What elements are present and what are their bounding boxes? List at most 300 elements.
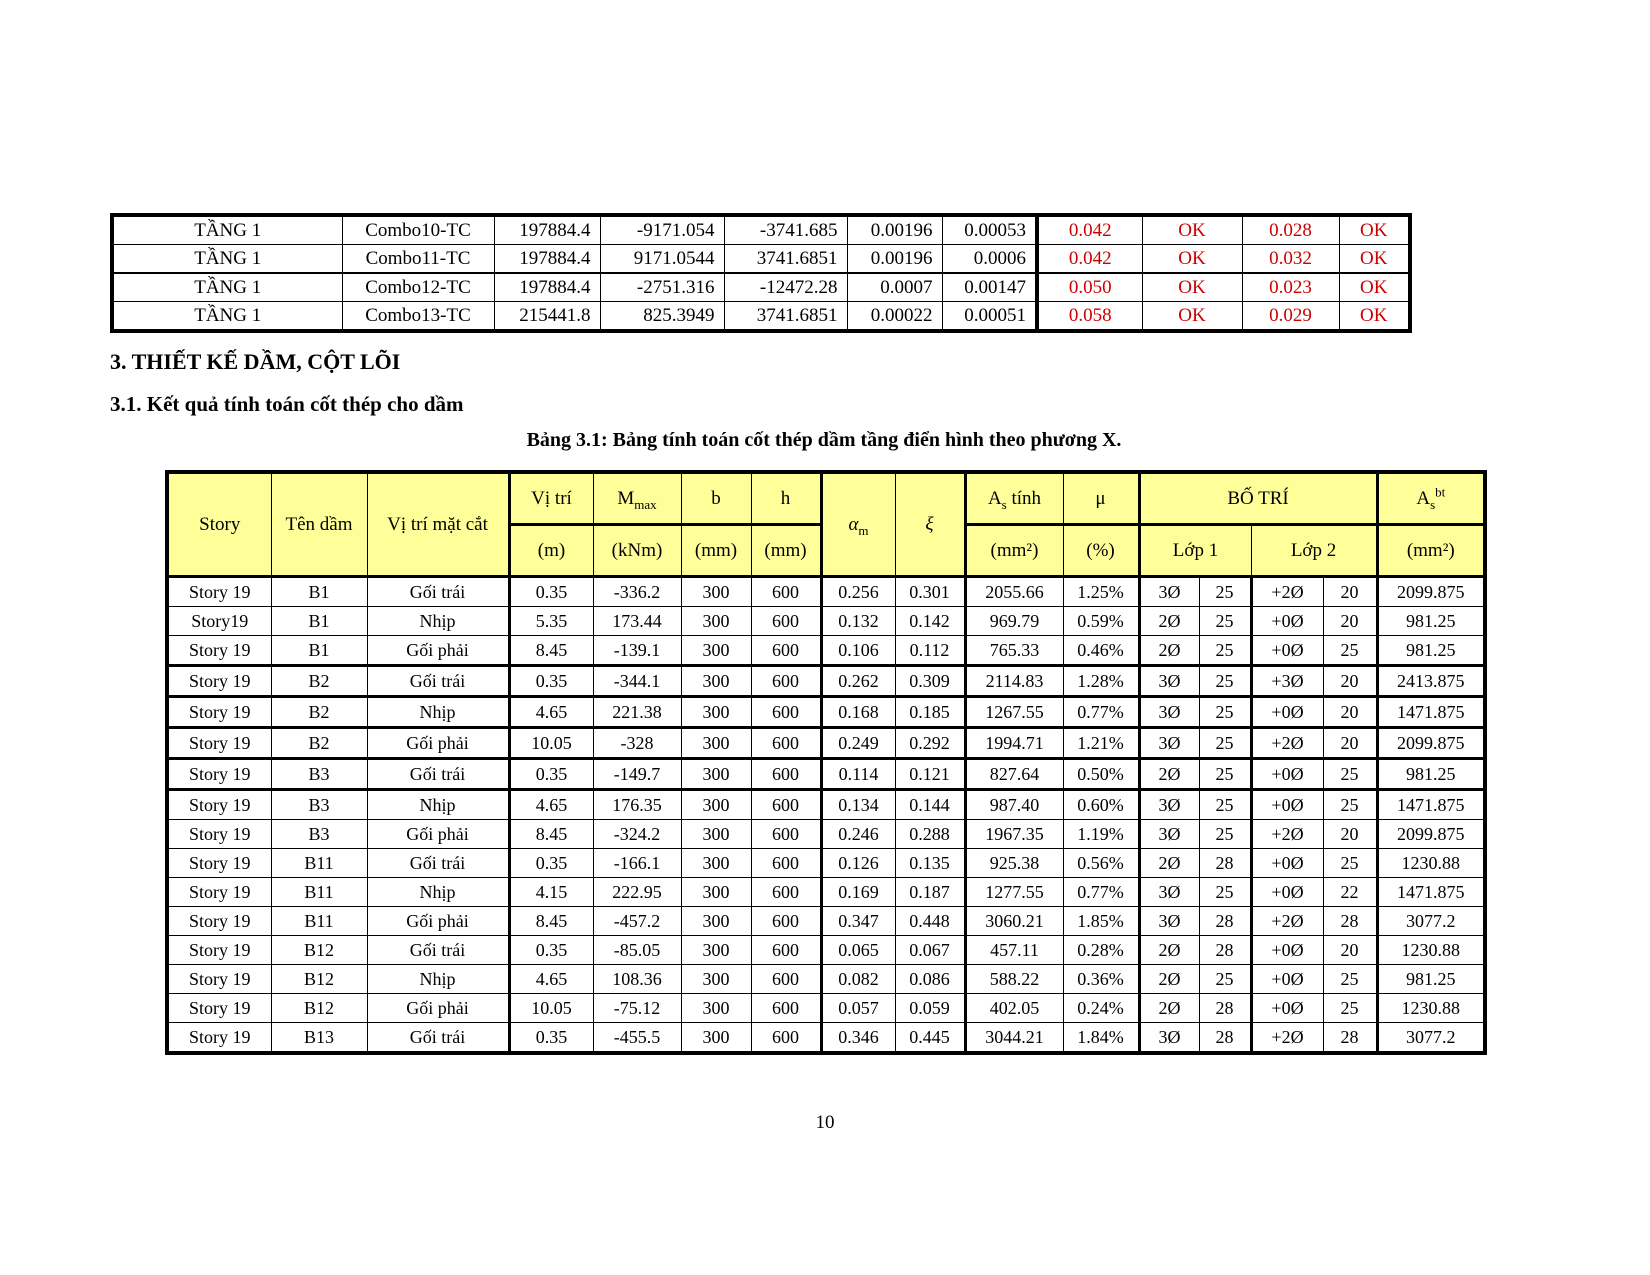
table-cell: 600	[751, 666, 821, 697]
table-caption: Bảng 3.1: Bảng tính toán cốt thép dầm tầng điển hình theo phương X.	[526, 429, 1122, 451]
table-cell: 25	[1199, 728, 1251, 759]
table-cell: B11	[271, 878, 367, 907]
table-cell: OK	[1339, 245, 1410, 274]
table-cell: B12	[271, 965, 367, 994]
table-cell: +0Ø	[1251, 790, 1323, 820]
table-cell: +0Ø	[1251, 697, 1323, 728]
table-cell: 0.023	[1242, 273, 1339, 302]
table-cell: 300	[681, 1023, 751, 1054]
table-cell: 2Ø	[1139, 965, 1199, 994]
table-cell: 3Ø	[1139, 820, 1199, 849]
table-cell: 0.288	[895, 820, 965, 849]
table-cell: 0.256	[821, 577, 895, 607]
table-cell: 25	[1199, 759, 1251, 790]
table-row	[112, 215, 1410, 245]
table-cell: 600	[751, 728, 821, 759]
table-cell: 0.144	[895, 790, 965, 820]
table-cell: -75.12	[593, 994, 681, 1023]
col-header-lop1: Lớp 1	[1139, 525, 1251, 577]
table-cell: 215441.8	[494, 302, 600, 332]
table-cell: 825.3949	[600, 302, 724, 332]
table-cell: 0.00196	[847, 215, 942, 245]
table-row	[112, 273, 1410, 302]
table-cell: Gối trái	[367, 666, 509, 697]
table-cell: B2	[271, 697, 367, 728]
table-cell: B3	[271, 790, 367, 820]
table-row	[167, 994, 1485, 1023]
table-cell: 25	[1323, 994, 1377, 1023]
table-cell: TẦNG 1	[112, 302, 342, 332]
col-header-asbt	[1377, 472, 1485, 525]
table-cell: -457.2	[593, 907, 681, 936]
asbt-symbol: A	[1416, 487, 1431, 509]
table-row	[167, 1023, 1485, 1054]
table-cell: 25	[1199, 790, 1251, 820]
table-row	[167, 965, 1485, 994]
table-row	[112, 302, 1410, 332]
col-header-botri: BỐ TRÍ	[1139, 472, 1377, 525]
table-cell: Gối phải	[367, 820, 509, 849]
table-cell: 300	[681, 878, 751, 907]
table-cell: 3060.21	[965, 907, 1063, 936]
asbt-subscript: s	[1430, 496, 1436, 512]
table-cell: 197884.4	[494, 273, 600, 302]
table-cell: 1994.71	[965, 728, 1063, 759]
table-cell: 28	[1323, 907, 1377, 936]
table-cell: 0.135	[895, 849, 965, 878]
table-cell: 1471.875	[1377, 790, 1485, 820]
table-cell: 827.64	[965, 759, 1063, 790]
table-cell: 0.082	[821, 965, 895, 994]
table-row	[167, 759, 1485, 790]
table-cell: 20	[1323, 697, 1377, 728]
table-cell: 1967.35	[965, 820, 1063, 849]
table-cell: B1	[271, 577, 367, 607]
table-cell: 20	[1323, 936, 1377, 965]
table-cell: TẦNG 1	[112, 245, 342, 274]
table-cell: 0.050	[1037, 273, 1142, 302]
table-row	[167, 849, 1485, 878]
table-cell: 3Ø	[1139, 697, 1199, 728]
table-cell: 1267.55	[965, 697, 1063, 728]
table-cell: B3	[271, 759, 367, 790]
table-cell: 0.058	[1037, 302, 1142, 332]
table-cell: 600	[751, 636, 821, 666]
as-subscript: s	[1001, 496, 1007, 512]
table-cell: -12472.28	[724, 273, 847, 302]
col-unit-vitri: (m)	[509, 525, 593, 577]
col-unit-h: (mm)	[751, 525, 821, 577]
table-cell: B2	[271, 728, 367, 759]
table-cell: Nhịp	[367, 878, 509, 907]
table-cell: 0.448	[895, 907, 965, 936]
table-cell: 0.168	[821, 697, 895, 728]
table-cell: Gối trái	[367, 936, 509, 965]
table-cell: Story 19	[167, 790, 271, 820]
table-cell: 25	[1323, 790, 1377, 820]
table-cell: +3Ø	[1251, 666, 1323, 697]
table-cell: 176.35	[593, 790, 681, 820]
col-header-story: Story	[167, 472, 271, 577]
table-cell: 0.065	[821, 936, 895, 965]
table-cell: 0.35	[509, 577, 593, 607]
table-cell: Story19	[167, 607, 271, 636]
table-cell: Story 19	[167, 994, 271, 1023]
table-cell: 0.059	[895, 994, 965, 1023]
table-cell: 1.28%	[1063, 666, 1139, 697]
table-cell: 0.60%	[1063, 790, 1139, 820]
table-cell: 300	[681, 607, 751, 636]
table-cell: 25	[1323, 636, 1377, 666]
table-cell: +0Ø	[1251, 936, 1323, 965]
col-header-alpha-m	[821, 472, 895, 577]
table-cell: 0.042	[1037, 245, 1142, 274]
table-cell: 300	[681, 577, 751, 607]
table-cell: 28	[1199, 907, 1251, 936]
table-cell: 4.15	[509, 878, 593, 907]
col-header-h: h	[751, 472, 821, 525]
table-cell: 3Ø	[1139, 728, 1199, 759]
table-cell: 8.45	[509, 820, 593, 849]
table-cell: -336.2	[593, 577, 681, 607]
col-unit-b: (mm)	[681, 525, 751, 577]
table-cell: 4.65	[509, 965, 593, 994]
table-cell: 600	[751, 607, 821, 636]
table-cell: 8.45	[509, 636, 593, 666]
table-cell: +0Ø	[1251, 878, 1323, 907]
table-cell: Story 19	[167, 820, 271, 849]
table-cell: 0.057	[821, 994, 895, 1023]
table-cell: Story 19	[167, 965, 271, 994]
mmax-subscript: max	[634, 496, 657, 512]
table-cell: 2055.66	[965, 577, 1063, 607]
table-cell: 173.44	[593, 607, 681, 636]
table-cell: 300	[681, 936, 751, 965]
col-header-mmax	[593, 472, 681, 525]
table-cell: 8.45	[509, 907, 593, 936]
table-cell: -344.1	[593, 666, 681, 697]
table-cell: Gối trái	[367, 759, 509, 790]
table-cell: 0.35	[509, 759, 593, 790]
table-cell: 300	[681, 728, 751, 759]
table-cell: 25	[1323, 759, 1377, 790]
table-cell: 2Ø	[1139, 936, 1199, 965]
table-row	[167, 636, 1485, 666]
table-cell: 0.246	[821, 820, 895, 849]
table-cell: 2Ø	[1139, 636, 1199, 666]
table-cell: OK	[1339, 302, 1410, 332]
table-cell: Nhịp	[367, 607, 509, 636]
table-cell: 25	[1199, 636, 1251, 666]
table-row	[167, 907, 1485, 936]
table-cell: 3741.6851	[724, 302, 847, 332]
table-cell: 2Ø	[1139, 994, 1199, 1023]
col-unit-as-tinh: (mm²)	[965, 525, 1063, 577]
alpha-subscript: m	[858, 522, 869, 538]
table-cell: 0.112	[895, 636, 965, 666]
table-cell: -9171.054	[600, 215, 724, 245]
table-cell: Gối phải	[367, 907, 509, 936]
table-cell: 588.22	[965, 965, 1063, 994]
table-cell: 5.35	[509, 607, 593, 636]
table-cell: TẦNG 1	[112, 273, 342, 302]
table-row	[167, 666, 1485, 697]
table-cell: Story 19	[167, 907, 271, 936]
table-cell: 0.46%	[1063, 636, 1139, 666]
table-cell: Gối phải	[367, 994, 509, 1023]
table-cell: 0.142	[895, 607, 965, 636]
table-cell: 0.067	[895, 936, 965, 965]
table-cell: 1.85%	[1063, 907, 1139, 936]
table-cell: 300	[681, 759, 751, 790]
table-cell: Story 19	[167, 878, 271, 907]
table-cell: 3Ø	[1139, 1023, 1199, 1054]
combo-check-table	[110, 213, 1412, 333]
table-cell: -328	[593, 728, 681, 759]
table-cell: OK	[1339, 273, 1410, 302]
table-cell: 300	[681, 994, 751, 1023]
table-cell: 0.347	[821, 907, 895, 936]
table-cell: 1230.88	[1377, 849, 1485, 878]
table-cell: 25	[1199, 820, 1251, 849]
table-cell: 25	[1199, 697, 1251, 728]
table-cell: Story 19	[167, 636, 271, 666]
table-cell: 981.25	[1377, 759, 1485, 790]
table-cell: 0.185	[895, 697, 965, 728]
table-cell: Nhịp	[367, 790, 509, 820]
table-cell: 20	[1323, 728, 1377, 759]
table-row	[167, 728, 1485, 759]
table-cell: 3044.21	[965, 1023, 1063, 1054]
table-cell: 0.0006	[942, 245, 1037, 274]
table-cell: 28	[1199, 994, 1251, 1023]
table-cell: 600	[751, 878, 821, 907]
col-unit-mu: (%)	[1063, 525, 1139, 577]
table-cell: 20	[1323, 666, 1377, 697]
table-cell: 0.35	[509, 849, 593, 878]
table-cell: 0.126	[821, 849, 895, 878]
table-cell: +0Ø	[1251, 965, 1323, 994]
table-cell: 1471.875	[1377, 878, 1485, 907]
table-cell: 300	[681, 907, 751, 936]
table-cell: 2099.875	[1377, 577, 1485, 607]
table-cell: 3Ø	[1139, 878, 1199, 907]
table-cell: +2Ø	[1251, 577, 1323, 607]
table-cell: 20	[1323, 820, 1377, 849]
table-cell: 25	[1199, 577, 1251, 607]
table-cell: B2	[271, 666, 367, 697]
table-cell: Story 19	[167, 936, 271, 965]
table-row	[167, 820, 1485, 849]
table-cell: 600	[751, 790, 821, 820]
col-unit-asbt: (mm²)	[1377, 525, 1485, 577]
table-cell: 300	[681, 666, 751, 697]
col-header-as-tinh	[965, 472, 1063, 525]
table-cell: 0.134	[821, 790, 895, 820]
table-cell: 197884.4	[494, 215, 600, 245]
table-cell: 0.132	[821, 607, 895, 636]
table-cell: 10.05	[509, 994, 593, 1023]
table-cell: Gối phải	[367, 728, 509, 759]
table-cell: 0.301	[895, 577, 965, 607]
table-cell: 1230.88	[1377, 994, 1485, 1023]
col-header-section: Vị trí mặt cắt	[367, 472, 509, 577]
table-cell: B3	[271, 820, 367, 849]
subsection-heading: 3.1. Kết quả tính toán cốt thép cho dầm	[110, 392, 464, 416]
table-cell: +0Ø	[1251, 849, 1323, 878]
table-cell: 600	[751, 759, 821, 790]
table-cell: +0Ø	[1251, 607, 1323, 636]
table-cell: 0.029	[1242, 302, 1339, 332]
table-cell: 600	[751, 907, 821, 936]
col-header-beam: Tên dầm	[271, 472, 367, 577]
table-cell: 402.05	[965, 994, 1063, 1023]
table-cell: B1	[271, 636, 367, 666]
table-cell: 981.25	[1377, 965, 1485, 994]
table-cell: -166.1	[593, 849, 681, 878]
table-cell: -3741.685	[724, 215, 847, 245]
table-cell: Gối trái	[367, 577, 509, 607]
table-cell: TẦNG 1	[112, 215, 342, 245]
table-cell: Combo10-TC	[342, 215, 494, 245]
table-cell: 0.50%	[1063, 759, 1139, 790]
table-cell: 0.24%	[1063, 994, 1139, 1023]
as-suffix: tính	[1006, 487, 1042, 509]
table-cell: 0.042	[1037, 215, 1142, 245]
table-cell: 0.35	[509, 936, 593, 965]
table-cell: 300	[681, 636, 751, 666]
table-cell: 2Ø	[1139, 607, 1199, 636]
table-cell: 0.086	[895, 965, 965, 994]
col-header-mu: μ	[1063, 472, 1139, 525]
table-cell: 1.25%	[1063, 577, 1139, 607]
table-cell: OK	[1339, 215, 1410, 245]
table-row	[167, 607, 1485, 636]
table-cell: 987.40	[965, 790, 1063, 820]
table-cell: 600	[751, 936, 821, 965]
table-cell: OK	[1142, 215, 1242, 245]
table-cell: Nhịp	[367, 697, 509, 728]
table-cell: -324.2	[593, 820, 681, 849]
table-cell: B12	[271, 994, 367, 1023]
page-number: 10	[815, 1112, 835, 1133]
col-header-lop2: Lớp 2	[1251, 525, 1377, 577]
table-cell: 925.38	[965, 849, 1063, 878]
table-cell: 4.65	[509, 790, 593, 820]
table-cell: 457.11	[965, 936, 1063, 965]
table-cell: 0.28%	[1063, 936, 1139, 965]
table-cell: 0.00147	[942, 273, 1037, 302]
table-cell: 300	[681, 697, 751, 728]
table-row	[167, 790, 1485, 820]
table-cell: 0.0007	[847, 273, 942, 302]
table-cell: 2Ø	[1139, 759, 1199, 790]
table-cell: 0.121	[895, 759, 965, 790]
table-cell: Combo13-TC	[342, 302, 494, 332]
section-heading: 3. THIẾT KẾ DẦM, CỘT LÕI	[110, 349, 401, 374]
table-row	[167, 878, 1485, 907]
col-header-vitri: Vị trí	[509, 472, 593, 525]
table-cell: Nhịp	[367, 965, 509, 994]
table-cell: Story 19	[167, 577, 271, 607]
table-cell: 0.59%	[1063, 607, 1139, 636]
table-cell: 969.79	[965, 607, 1063, 636]
table-cell: +2Ø	[1251, 820, 1323, 849]
table-cell: 0.262	[821, 666, 895, 697]
table-cell: 1471.875	[1377, 697, 1485, 728]
col-header-xi: ξ	[895, 472, 965, 577]
table-cell: 0.032	[1242, 245, 1339, 274]
table-cell: 1230.88	[1377, 936, 1485, 965]
table-cell: OK	[1142, 245, 1242, 274]
table-cell: Story 19	[167, 759, 271, 790]
table-cell: 0.00022	[847, 302, 942, 332]
col-unit-mmax: (kNm)	[593, 525, 681, 577]
table-cell: 0.00051	[942, 302, 1037, 332]
table-cell: 22	[1323, 878, 1377, 907]
table-cell: Combo12-TC	[342, 273, 494, 302]
table-cell: Story 19	[167, 728, 271, 759]
table-cell: OK	[1142, 302, 1242, 332]
table-cell: Story 19	[167, 1023, 271, 1054]
table-cell: 765.33	[965, 636, 1063, 666]
table-cell: 28	[1323, 1023, 1377, 1054]
table-row	[167, 577, 1485, 607]
table-cell: Story 19	[167, 666, 271, 697]
table-cell: 3077.2	[1377, 1023, 1485, 1054]
table-cell: 0.169	[821, 878, 895, 907]
table-cell: 222.95	[593, 878, 681, 907]
table-cell: 2114.83	[965, 666, 1063, 697]
table-cell: 300	[681, 965, 751, 994]
table-cell: -85.05	[593, 936, 681, 965]
table-cell: 25	[1199, 878, 1251, 907]
table-cell: 600	[751, 820, 821, 849]
asbt-superscript: bt	[1435, 484, 1446, 500]
table-cell: 300	[681, 820, 751, 849]
table-cell: 300	[681, 849, 751, 878]
col-header-b: b	[681, 472, 751, 525]
table-cell: B11	[271, 907, 367, 936]
table-cell: +0Ø	[1251, 759, 1323, 790]
table-cell: 600	[751, 994, 821, 1023]
table-cell: 25	[1199, 666, 1251, 697]
table-cell: 20	[1323, 577, 1377, 607]
table-cell: 25	[1199, 965, 1251, 994]
table-cell: Story 19	[167, 697, 271, 728]
table-cell: 981.25	[1377, 636, 1485, 666]
table-cell: 3077.2	[1377, 907, 1485, 936]
table-cell: 0.35	[509, 666, 593, 697]
beam-design-table	[165, 470, 1487, 1055]
table-cell: Gối trái	[367, 849, 509, 878]
table-cell: 108.36	[593, 965, 681, 994]
table-cell: 0.00053	[942, 215, 1037, 245]
table-cell: Gối phải	[367, 636, 509, 666]
table-cell: B11	[271, 849, 367, 878]
table-cell: +2Ø	[1251, 1023, 1323, 1054]
as-symbol: A	[987, 487, 1002, 509]
table-cell: +2Ø	[1251, 907, 1323, 936]
table-cell: +0Ø	[1251, 994, 1323, 1023]
table-cell: 3741.6851	[724, 245, 847, 274]
table-cell: 0.292	[895, 728, 965, 759]
table-cell: B1	[271, 607, 367, 636]
table-cell: 2413.875	[1377, 666, 1485, 697]
table-cell: 221.38	[593, 697, 681, 728]
table-cell: 0.00196	[847, 245, 942, 274]
table-cell: OK	[1142, 273, 1242, 302]
